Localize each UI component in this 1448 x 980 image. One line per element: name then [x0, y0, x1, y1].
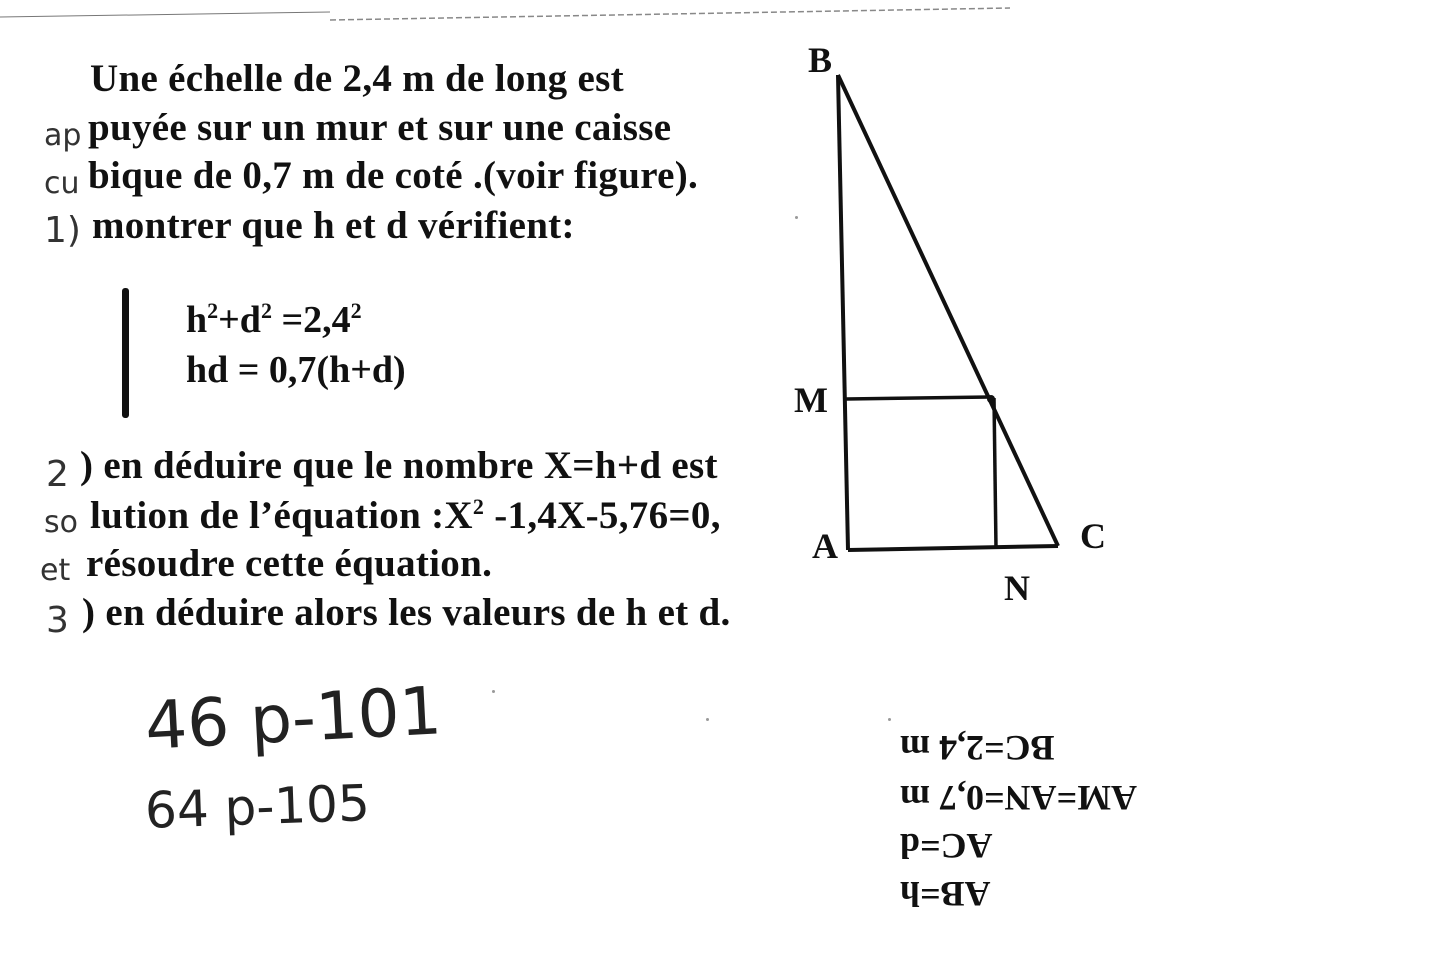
box-top-segment — [846, 397, 990, 399]
legend-line-4: BC=2,4 m — [900, 728, 1055, 768]
question-1-text: montrer que h et d vérifient: — [92, 204, 575, 247]
label-A: A — [812, 526, 838, 566]
scan-speck — [492, 690, 495, 693]
problem-line-2: puyée sur un mur et sur une caisse — [88, 106, 672, 149]
question-2-solve: résoudre cette équation. — [86, 542, 493, 585]
scan-top-edge — [0, 0, 1448, 30]
label-M: M — [794, 380, 828, 420]
question-2-equation: lution de l’équation $:X^2$ -1,4X-5,76=0, — [90, 494, 721, 537]
question-3-text: ) en déduire alors les valeurs de h et d. — [82, 591, 731, 634]
margin-mark: et — [40, 553, 71, 588]
handwritten-note-1: 46 p-101 — [143, 672, 444, 765]
scan-speck — [888, 718, 891, 721]
problem-line-1: Une échelle de 2,4 m de long est — [90, 57, 624, 100]
margin-mark: so — [44, 505, 78, 540]
equation-2: hd = 0,7(h+d) — [186, 349, 406, 391]
ladder-segment-BC — [838, 75, 1058, 546]
box-ladder-contact-point — [987, 395, 995, 403]
handwritten-note-2: 64 p-105 — [144, 774, 371, 840]
box-right-segment — [994, 398, 996, 548]
wall-segment-AB — [838, 75, 848, 550]
scan-speck — [795, 216, 798, 219]
label-B: B — [808, 40, 833, 80]
legend-line-1: AB=h — [900, 874, 991, 914]
question-number-2: 2 — [46, 454, 69, 495]
label-C: C — [1080, 516, 1106, 556]
margin-mark: cu — [44, 166, 80, 201]
legend-line-2: AC=d — [900, 826, 993, 866]
margin-mark: ap — [44, 118, 82, 153]
question-number-1: 1) — [44, 210, 81, 251]
equation-1: $h^2+d^2 =2,4^2$ — [186, 298, 362, 341]
label-N: N — [1004, 568, 1030, 608]
ground-segment-AC — [848, 546, 1058, 550]
question-number-3: 3 — [46, 600, 69, 641]
system-bracket — [122, 288, 129, 418]
question-2-text: ) en déduire que le nombre X=h+d est — [80, 444, 718, 487]
scan-speck — [706, 718, 709, 721]
upside-down-legend — [900, 715, 1200, 915]
legend-line-3: AM=AN=0,7 m — [900, 778, 1137, 818]
problem-line-3: bique de 0,7 m de coté .(voir figure). — [88, 154, 699, 197]
ladder-figure — [780, 30, 1150, 630]
